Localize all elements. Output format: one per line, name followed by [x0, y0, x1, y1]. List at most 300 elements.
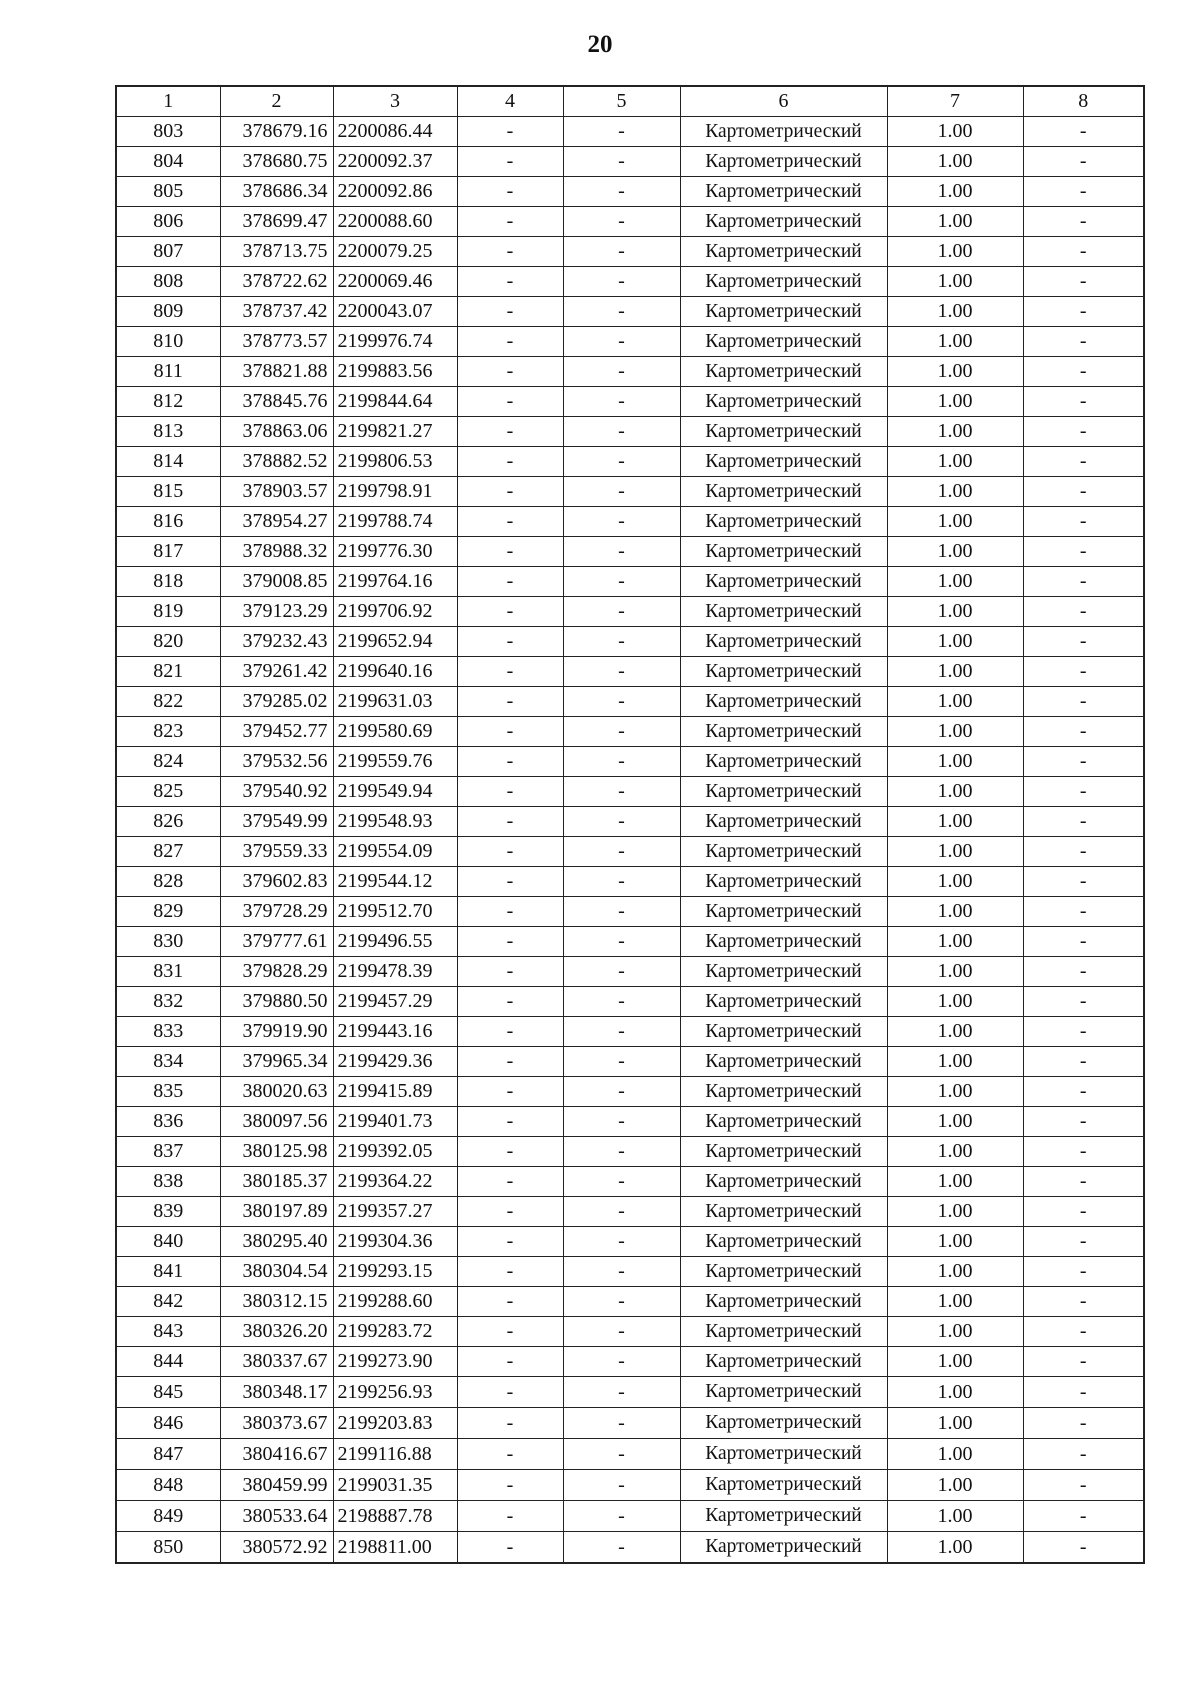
y-coordinate-cell: 2199304.36: [333, 1227, 457, 1257]
x-coordinate-cell: 380459.99: [220, 1470, 333, 1501]
header-row: [116, 86, 1144, 117]
x-coordinate-cell: 380337.67: [220, 1347, 333, 1377]
col4-cell: -: [457, 867, 563, 897]
col8-cell: -: [1023, 267, 1144, 297]
method-cell: Картометрический: [680, 117, 887, 147]
col4-cell: -: [457, 417, 563, 447]
y-coordinate-cell: 2198811.00: [333, 1532, 457, 1564]
col5-cell: -: [563, 1347, 680, 1377]
accuracy-cell: 1.00: [887, 1227, 1023, 1257]
col8-cell: -: [1023, 567, 1144, 597]
col4-cell: -: [457, 117, 563, 147]
table-row: [116, 867, 1144, 897]
col5-cell: -: [563, 687, 680, 717]
col5-cell: -: [563, 747, 680, 777]
point-number-cell: 811: [116, 357, 220, 387]
method-cell: Картометрический: [680, 1017, 887, 1047]
accuracy-cell: 1.00: [887, 177, 1023, 207]
coordinates-table: [115, 85, 1145, 1564]
table-row: [116, 237, 1144, 267]
point-number-cell: 812: [116, 387, 220, 417]
method-cell: Картометрический: [680, 207, 887, 237]
method-cell: Картометрический: [680, 507, 887, 537]
table-row: [116, 507, 1144, 537]
col8-cell: -: [1023, 867, 1144, 897]
accuracy-cell: 1.00: [887, 1167, 1023, 1197]
accuracy-cell: 1.00: [887, 897, 1023, 927]
col8-cell: -: [1023, 627, 1144, 657]
accuracy-cell: 1.00: [887, 1107, 1023, 1137]
y-coordinate-cell: 2199496.55: [333, 927, 457, 957]
method-cell: Картометрический: [680, 1047, 887, 1077]
point-number-cell: 830: [116, 927, 220, 957]
method-cell: Картометрический: [680, 1439, 887, 1470]
y-coordinate-cell: 2199652.94: [333, 627, 457, 657]
column-header: 1: [116, 86, 220, 117]
y-coordinate-cell: 2199640.16: [333, 657, 457, 687]
point-number-cell: 826: [116, 807, 220, 837]
accuracy-cell: 1.00: [887, 1377, 1023, 1408]
table-row: [116, 327, 1144, 357]
col4-cell: -: [457, 627, 563, 657]
method-cell: Картометрический: [680, 477, 887, 507]
col5-cell: -: [563, 1167, 680, 1197]
col8-cell: -: [1023, 897, 1144, 927]
point-number-cell: 808: [116, 267, 220, 297]
col8-cell: -: [1023, 237, 1144, 267]
y-coordinate-cell: 2198887.78: [333, 1501, 457, 1532]
point-number-cell: 839: [116, 1197, 220, 1227]
col8-cell: -: [1023, 177, 1144, 207]
table-row: [116, 1470, 1144, 1501]
col4-cell: -: [457, 1167, 563, 1197]
y-coordinate-cell: 2199031.35: [333, 1470, 457, 1501]
col4-cell: -: [457, 237, 563, 267]
col5-cell: -: [563, 1257, 680, 1287]
x-coordinate-cell: 380373.67: [220, 1408, 333, 1439]
point-number-cell: 816: [116, 507, 220, 537]
method-cell: Картометрический: [680, 237, 887, 267]
col4-cell: -: [457, 537, 563, 567]
col4-cell: -: [457, 837, 563, 867]
accuracy-cell: 1.00: [887, 267, 1023, 297]
method-cell: Картометрический: [680, 1470, 887, 1501]
col4-cell: -: [457, 1227, 563, 1257]
y-coordinate-cell: 2200069.46: [333, 267, 457, 297]
col8-cell: -: [1023, 357, 1144, 387]
col4-cell: -: [457, 1470, 563, 1501]
method-cell: Картометрический: [680, 1107, 887, 1137]
point-number-cell: 828: [116, 867, 220, 897]
col5-cell: -: [563, 717, 680, 747]
table-row: [116, 1017, 1144, 1047]
y-coordinate-cell: 2199544.12: [333, 867, 457, 897]
point-number-cell: 841: [116, 1257, 220, 1287]
col8-cell: -: [1023, 117, 1144, 147]
x-coordinate-cell: 379532.56: [220, 747, 333, 777]
col4-cell: -: [457, 747, 563, 777]
method-cell: Картометрический: [680, 1347, 887, 1377]
col8-cell: -: [1023, 1257, 1144, 1287]
accuracy-cell: 1.00: [887, 507, 1023, 537]
col4-cell: -: [457, 507, 563, 537]
col5-cell: -: [563, 357, 680, 387]
accuracy-cell: 1.00: [887, 1287, 1023, 1317]
table-row: [116, 1317, 1144, 1347]
method-cell: Картометрический: [680, 1197, 887, 1227]
accuracy-cell: 1.00: [887, 417, 1023, 447]
point-number-cell: 822: [116, 687, 220, 717]
accuracy-cell: 1.00: [887, 867, 1023, 897]
method-cell: Картометрический: [680, 747, 887, 777]
x-coordinate-cell: 378882.52: [220, 447, 333, 477]
x-coordinate-cell: 380185.37: [220, 1167, 333, 1197]
y-coordinate-cell: 2199357.27: [333, 1197, 457, 1227]
y-coordinate-cell: 2199415.89: [333, 1077, 457, 1107]
accuracy-cell: 1.00: [887, 147, 1023, 177]
method-cell: Картометрический: [680, 1227, 887, 1257]
col8-cell: -: [1023, 147, 1144, 177]
col8-cell: -: [1023, 927, 1144, 957]
col5-cell: -: [563, 1317, 680, 1347]
accuracy-cell: 1.00: [887, 627, 1023, 657]
y-coordinate-cell: 2199764.16: [333, 567, 457, 597]
y-coordinate-cell: 2199293.15: [333, 1257, 457, 1287]
x-coordinate-cell: 379880.50: [220, 987, 333, 1017]
table-row: [116, 417, 1144, 447]
column-header: 5: [563, 86, 680, 117]
col8-cell: -: [1023, 687, 1144, 717]
y-coordinate-cell: 2199788.74: [333, 507, 457, 537]
table-row: [116, 1107, 1144, 1137]
x-coordinate-cell: 378722.62: [220, 267, 333, 297]
y-coordinate-cell: 2200088.60: [333, 207, 457, 237]
point-number-cell: 835: [116, 1077, 220, 1107]
col4-cell: -: [457, 1377, 563, 1408]
y-coordinate-cell: 2200092.37: [333, 147, 457, 177]
column-header: 2: [220, 86, 333, 117]
point-number-cell: 824: [116, 747, 220, 777]
x-coordinate-cell: 379828.29: [220, 957, 333, 987]
col4-cell: -: [457, 1532, 563, 1564]
point-number-cell: 850: [116, 1532, 220, 1564]
x-coordinate-cell: 378686.34: [220, 177, 333, 207]
y-coordinate-cell: 2199256.93: [333, 1377, 457, 1408]
accuracy-cell: 1.00: [887, 1347, 1023, 1377]
point-number-cell: 846: [116, 1408, 220, 1439]
col8-cell: -: [1023, 1137, 1144, 1167]
table-row: [116, 357, 1144, 387]
col5-cell: -: [563, 837, 680, 867]
method-cell: Картометрический: [680, 1408, 887, 1439]
method-cell: Картометрический: [680, 837, 887, 867]
table-row: [116, 477, 1144, 507]
col8-cell: -: [1023, 417, 1144, 447]
col5-cell: -: [563, 897, 680, 927]
accuracy-cell: 1.00: [887, 717, 1023, 747]
method-cell: Картометрический: [680, 417, 887, 447]
accuracy-cell: 1.00: [887, 567, 1023, 597]
y-coordinate-cell: 2199549.94: [333, 777, 457, 807]
col4-cell: -: [457, 807, 563, 837]
col5-cell: -: [563, 1377, 680, 1408]
accuracy-cell: 1.00: [887, 597, 1023, 627]
x-coordinate-cell: 378679.16: [220, 117, 333, 147]
y-coordinate-cell: 2199554.09: [333, 837, 457, 867]
accuracy-cell: 1.00: [887, 1197, 1023, 1227]
table-row: [116, 1347, 1144, 1377]
point-number-cell: 838: [116, 1167, 220, 1197]
accuracy-cell: 1.00: [887, 927, 1023, 957]
table-row: [116, 747, 1144, 777]
point-number-cell: 803: [116, 117, 220, 147]
col8-cell: -: [1023, 537, 1144, 567]
accuracy-cell: 1.00: [887, 1017, 1023, 1047]
point-number-cell: 807: [116, 237, 220, 267]
accuracy-cell: 1.00: [887, 1317, 1023, 1347]
col5-cell: -: [563, 1501, 680, 1532]
col8-cell: -: [1023, 807, 1144, 837]
x-coordinate-cell: 379232.43: [220, 627, 333, 657]
col4-cell: -: [457, 1137, 563, 1167]
col4-cell: -: [457, 567, 563, 597]
col5-cell: -: [563, 387, 680, 417]
accuracy-cell: 1.00: [887, 687, 1023, 717]
col8-cell: -: [1023, 987, 1144, 1017]
method-cell: Картометрический: [680, 1077, 887, 1107]
col8-cell: -: [1023, 477, 1144, 507]
method-cell: Картометрический: [680, 177, 887, 207]
x-coordinate-cell: 380348.17: [220, 1377, 333, 1408]
method-cell: Картометрический: [680, 567, 887, 597]
accuracy-cell: 1.00: [887, 1257, 1023, 1287]
method-cell: Картометрический: [680, 1317, 887, 1347]
method-cell: Картометрический: [680, 687, 887, 717]
method-cell: Картометрический: [680, 657, 887, 687]
x-coordinate-cell: 379777.61: [220, 927, 333, 957]
y-coordinate-cell: 2199559.76: [333, 747, 457, 777]
method-cell: Картометрический: [680, 597, 887, 627]
accuracy-cell: 1.00: [887, 1532, 1023, 1564]
y-coordinate-cell: 2199288.60: [333, 1287, 457, 1317]
point-number-cell: 847: [116, 1439, 220, 1470]
y-coordinate-cell: 2199116.88: [333, 1439, 457, 1470]
table-body: [116, 117, 1144, 1564]
col5-cell: -: [563, 537, 680, 567]
col5-cell: -: [563, 327, 680, 357]
col4-cell: -: [457, 957, 563, 987]
method-cell: Картометрический: [680, 1167, 887, 1197]
col5-cell: -: [563, 627, 680, 657]
accuracy-cell: 1.00: [887, 807, 1023, 837]
col4-cell: -: [457, 177, 563, 207]
table-row: [116, 567, 1144, 597]
table-row: [116, 117, 1144, 147]
col8-cell: -: [1023, 837, 1144, 867]
col4-cell: -: [457, 297, 563, 327]
col5-cell: -: [563, 177, 680, 207]
x-coordinate-cell: 379008.85: [220, 567, 333, 597]
table-row: [116, 177, 1144, 207]
y-coordinate-cell: 2200092.86: [333, 177, 457, 207]
col5-cell: -: [563, 1408, 680, 1439]
accuracy-cell: 1.00: [887, 237, 1023, 267]
y-coordinate-cell: 2199883.56: [333, 357, 457, 387]
point-number-cell: 845: [116, 1377, 220, 1408]
col5-cell: -: [563, 207, 680, 237]
col5-cell: -: [563, 597, 680, 627]
point-number-cell: 823: [116, 717, 220, 747]
method-cell: Картометрический: [680, 717, 887, 747]
x-coordinate-cell: 379123.29: [220, 597, 333, 627]
accuracy-cell: 1.00: [887, 1408, 1023, 1439]
col8-cell: -: [1023, 1347, 1144, 1377]
col8-cell: -: [1023, 1377, 1144, 1408]
method-cell: Картометрический: [680, 1501, 887, 1532]
column-header: 4: [457, 86, 563, 117]
col5-cell: -: [563, 1439, 680, 1470]
col5-cell: -: [563, 237, 680, 267]
table-row: [116, 597, 1144, 627]
point-number-cell: 848: [116, 1470, 220, 1501]
point-number-cell: 820: [116, 627, 220, 657]
col8-cell: -: [1023, 957, 1144, 987]
col8-cell: -: [1023, 1227, 1144, 1257]
x-coordinate-cell: 379965.34: [220, 1047, 333, 1077]
col4-cell: -: [457, 387, 563, 417]
col8-cell: -: [1023, 1167, 1144, 1197]
point-number-cell: 806: [116, 207, 220, 237]
accuracy-cell: 1.00: [887, 357, 1023, 387]
col5-cell: -: [563, 1137, 680, 1167]
x-coordinate-cell: 379285.02: [220, 687, 333, 717]
point-number-cell: 840: [116, 1227, 220, 1257]
col8-cell: -: [1023, 1439, 1144, 1470]
table-row: [116, 777, 1144, 807]
col8-cell: -: [1023, 1017, 1144, 1047]
method-cell: Картометрический: [680, 267, 887, 297]
col5-cell: -: [563, 447, 680, 477]
y-coordinate-cell: 2199364.22: [333, 1167, 457, 1197]
col8-cell: -: [1023, 1470, 1144, 1501]
table-row: [116, 297, 1144, 327]
accuracy-cell: 1.00: [887, 477, 1023, 507]
table-row: [116, 717, 1144, 747]
col4-cell: -: [457, 477, 563, 507]
col8-cell: -: [1023, 297, 1144, 327]
x-coordinate-cell: 380326.20: [220, 1317, 333, 1347]
y-coordinate-cell: 2199392.05: [333, 1137, 457, 1167]
method-cell: Картометрический: [680, 777, 887, 807]
table-row: [116, 1532, 1144, 1564]
col4-cell: -: [457, 447, 563, 477]
y-coordinate-cell: 2199273.90: [333, 1347, 457, 1377]
point-number-cell: 818: [116, 567, 220, 597]
col5-cell: -: [563, 507, 680, 537]
table-row: [116, 1227, 1144, 1257]
y-coordinate-cell: 2199798.91: [333, 477, 457, 507]
x-coordinate-cell: 380572.92: [220, 1532, 333, 1564]
x-coordinate-cell: 379261.42: [220, 657, 333, 687]
x-coordinate-cell: 380304.54: [220, 1257, 333, 1287]
table-row: [116, 1047, 1144, 1077]
accuracy-cell: 1.00: [887, 117, 1023, 147]
method-cell: Картометрический: [680, 297, 887, 327]
col8-cell: -: [1023, 717, 1144, 747]
x-coordinate-cell: 380312.15: [220, 1287, 333, 1317]
accuracy-cell: 1.00: [887, 447, 1023, 477]
table-row: [116, 537, 1144, 567]
col5-cell: -: [563, 1470, 680, 1501]
col4-cell: -: [457, 1408, 563, 1439]
page-number: 20: [587, 31, 613, 58]
y-coordinate-cell: 2200043.07: [333, 297, 457, 327]
col4-cell: -: [457, 207, 563, 237]
col4-cell: -: [457, 927, 563, 957]
point-number-cell: 805: [116, 177, 220, 207]
method-cell: Картометрический: [680, 1287, 887, 1317]
accuracy-cell: 1.00: [887, 987, 1023, 1017]
col5-cell: -: [563, 1532, 680, 1564]
col5-cell: -: [563, 567, 680, 597]
point-number-cell: 819: [116, 597, 220, 627]
col4-cell: -: [457, 147, 563, 177]
y-coordinate-cell: 2199844.64: [333, 387, 457, 417]
x-coordinate-cell: 380125.98: [220, 1137, 333, 1167]
col5-cell: -: [563, 987, 680, 1017]
table-row: [116, 1439, 1144, 1470]
col8-cell: -: [1023, 1047, 1144, 1077]
col5-cell: -: [563, 867, 680, 897]
method-cell: Картометрический: [680, 537, 887, 567]
col8-cell: -: [1023, 657, 1144, 687]
point-number-cell: 834: [116, 1047, 220, 1077]
table-row: [116, 1137, 1144, 1167]
accuracy-cell: 1.00: [887, 837, 1023, 867]
y-coordinate-cell: 2199706.92: [333, 597, 457, 627]
col4-cell: -: [457, 267, 563, 297]
point-number-cell: 813: [116, 417, 220, 447]
col5-cell: -: [563, 957, 680, 987]
col8-cell: -: [1023, 1532, 1144, 1564]
y-coordinate-cell: 2200079.25: [333, 237, 457, 267]
col5-cell: -: [563, 1077, 680, 1107]
point-number-cell: 836: [116, 1107, 220, 1137]
y-coordinate-cell: 2199548.93: [333, 807, 457, 837]
col5-cell: -: [563, 117, 680, 147]
table-row: [116, 657, 1144, 687]
col5-cell: -: [563, 1107, 680, 1137]
table-row: [116, 1287, 1144, 1317]
col8-cell: -: [1023, 777, 1144, 807]
col4-cell: -: [457, 1439, 563, 1470]
table-row: [116, 147, 1144, 177]
table-row: [116, 897, 1144, 927]
accuracy-cell: 1.00: [887, 1470, 1023, 1501]
y-coordinate-cell: 2199631.03: [333, 687, 457, 717]
method-cell: Картометрический: [680, 357, 887, 387]
x-coordinate-cell: 379559.33: [220, 837, 333, 867]
table-row: [116, 687, 1144, 717]
col5-cell: -: [563, 297, 680, 327]
table-row: [116, 387, 1144, 417]
col8-cell: -: [1023, 1287, 1144, 1317]
point-number-cell: 831: [116, 957, 220, 987]
table-row: [116, 1257, 1144, 1287]
accuracy-cell: 1.00: [887, 207, 1023, 237]
col5-cell: -: [563, 477, 680, 507]
x-coordinate-cell: 378737.42: [220, 297, 333, 327]
